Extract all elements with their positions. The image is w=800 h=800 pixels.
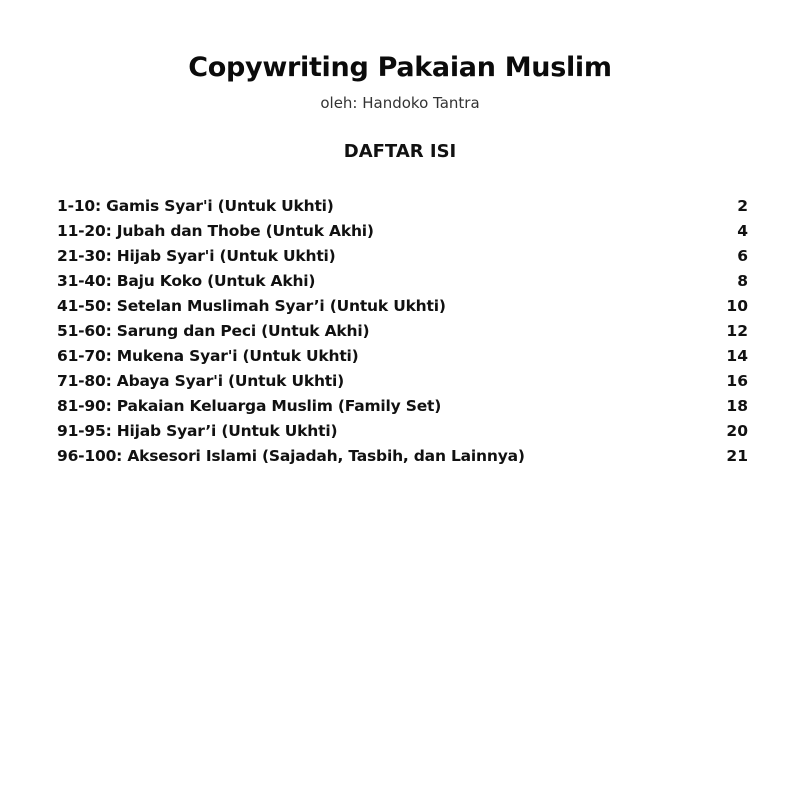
toc-entry-page-number: 12 bbox=[726, 321, 748, 340]
toc-entry bbox=[57, 293, 748, 318]
document-author: oleh: Handoko Tantra bbox=[320, 94, 480, 112]
toc-entry-label: 21-30: Hijab Syar'i (Untuk Ukhti) bbox=[57, 246, 336, 265]
toc-entry bbox=[57, 418, 748, 443]
toc-entry-label: 11-20: Jubah dan Thobe (Untuk Akhi) bbox=[57, 221, 374, 240]
table-of-contents bbox=[57, 193, 748, 468]
toc-entry bbox=[57, 268, 748, 293]
toc-entry bbox=[57, 393, 748, 418]
toc-entry-label: 51-60: Sarung dan Peci (Untuk Akhi) bbox=[57, 321, 370, 340]
toc-entry-page-number: 10 bbox=[726, 296, 748, 315]
toc-entry bbox=[57, 243, 748, 268]
toc-entry bbox=[57, 318, 748, 343]
toc-entry-page-number: 16 bbox=[726, 371, 748, 390]
toc-entry-page-number: 21 bbox=[726, 446, 748, 465]
toc-entry-label: 81-90: Pakaian Keluarga Muslim (Family Set) bbox=[57, 396, 442, 415]
toc-entry-page-number: 14 bbox=[726, 346, 748, 365]
toc-entry bbox=[57, 443, 748, 468]
toc-entry-page-number: 6 bbox=[737, 246, 748, 265]
toc-entry-page-number: 8 bbox=[737, 271, 748, 290]
toc-entry bbox=[57, 218, 748, 243]
toc-entry-label: 96-100: Aksesori Islami (Sajadah, Tasbih, dan Lainnya) bbox=[57, 446, 525, 465]
toc-entry bbox=[57, 343, 748, 368]
table-of-contents-heading: DAFTAR ISI bbox=[343, 141, 457, 162]
toc-entry-label: 31-40: Baju Koko (Untuk Akhi) bbox=[57, 271, 316, 290]
toc-entry-label: 61-70: Mukena Syar'i (Untuk Ukhti) bbox=[57, 346, 359, 365]
toc-entry-label: 1-10: Gamis Syar'i (Untuk Ukhti) bbox=[57, 196, 334, 215]
document-title: Copywriting Pakaian Muslim bbox=[188, 52, 612, 83]
toc-entry-page-number: 2 bbox=[737, 196, 748, 215]
toc-entry bbox=[57, 368, 748, 393]
toc-entry-label: 91-95: Hijab Syar’i (Untuk Ukhti) bbox=[57, 421, 338, 440]
toc-entry bbox=[57, 193, 748, 218]
toc-entry-label: 71-80: Abaya Syar'i (Untuk Ukhti) bbox=[57, 371, 345, 390]
toc-entry-page-number: 4 bbox=[737, 221, 748, 240]
toc-entry-label: 41-50: Setelan Muslimah Syar’i (Untuk Ukhti) bbox=[57, 296, 446, 315]
toc-entry-page-number: 20 bbox=[726, 421, 748, 440]
toc-entry-page-number: 18 bbox=[726, 396, 748, 415]
